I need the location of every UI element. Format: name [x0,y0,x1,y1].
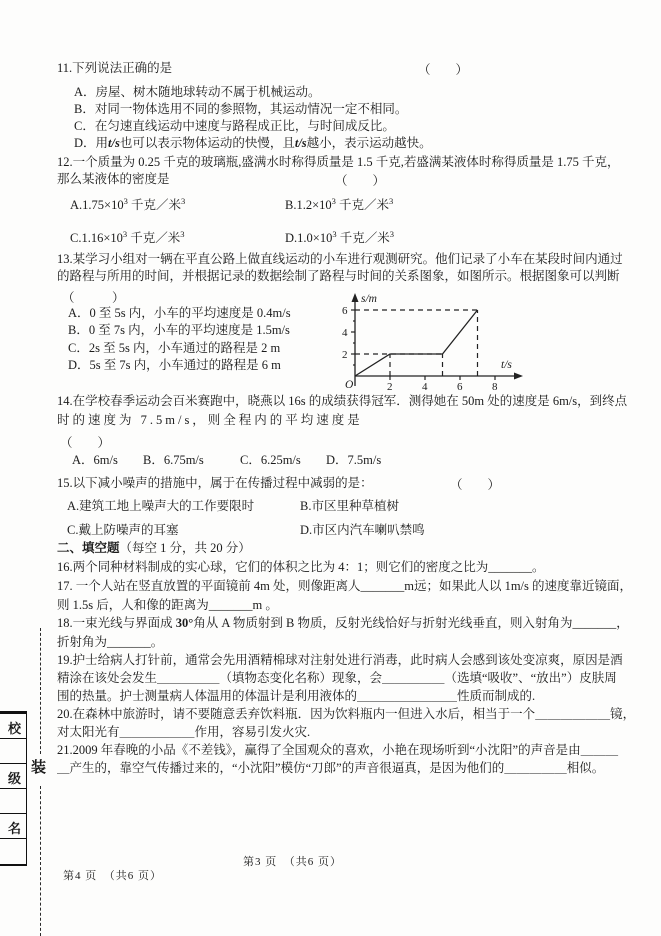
q11-option-b: B．对同一物体选用不同的参照物，其运动情况一定不相同。 [74,102,408,116]
q21-line2: ＿产生的，靠空气传播过来的，“小沈阳”模仿“刀郎”的声音很逼真，是因为他们的＿＿＿＿＿相似。 [57,761,605,775]
info-cell-blank [0,739,26,764]
q15-answer-bracket: （ ） [450,478,501,492]
section2-points: （每空 1 分，共 20 分） [119,541,251,555]
q19-line3: 围的热量。护士测量病人体温用的体温计是利用液体的＿＿＿＿＿＿＿＿性质而制成的. [57,689,536,703]
q13-distance-time-graph [333,290,525,396]
q17-line2: 则 1.5s 后，人和像的距离为_______m 。 [57,598,278,612]
q13-stem-line1: 13.某学习小组对一辆在平直公路上做直线运动的小车进行观测研究。他们记录了小车在某段时间内通过 [57,252,623,266]
q14-answer-bracket: （ ） [60,436,111,450]
origin-label: O [345,379,354,391]
q13-option-c: C．2s 至 5s 内，小车通过的路程是 2 m [68,341,281,355]
q13-answer-bracket: （ ） [62,291,125,305]
q12-stem-line1: 12.一个质量为 0.25 千克的玻璃瓶,盛满水时称得质量是 1.5 千克,若盛满某液体时称得质量是 1.75 千克， [57,155,620,169]
q11-option-d: D．用t/s也可以表示物体运动的快慢，且t/s越小，表示运动越快。 [74,136,432,150]
y-axis-arrow [352,293,359,302]
q14-option-c: C．6.25m/s [240,453,301,467]
q11-option-a: A．房屋、树木随地球转动不属于机械运动。 [74,85,321,99]
q12-option-c: $C.1.16\times 10^3$ 千克／米$^3$ [70,228,185,245]
student-info-table [0,711,27,866]
x-axis-arrow [514,373,523,380]
q15-stem: 15.以下减小噪声的措施中，属于在传播过程中减弱的是： [57,476,373,490]
q11-stem: 11.下列说法正确的是 [57,61,173,75]
q13-option-d: D．5s 至 7s 内，小车通过的路程是 6 m [68,358,281,372]
q13-graph-dashes [355,310,478,376]
q14-option-d: D．7.5m/s [326,453,382,467]
info-cell-name: 名 [0,814,26,839]
x-tick-6: 6 [457,381,463,393]
q12-answer-bracket: （ ） [335,174,386,188]
q19-line2: 精涂在该处会发生＿＿＿＿＿（填物态变化名称）现象，会＿＿＿＿＿（选填“吸收”、“放出”）皮肤周 [57,671,617,685]
y-tick-6: 6 [342,305,348,317]
q15-option-c: C.戴上防噪声的耳塞 [67,523,179,537]
page-footer-3: 第3 页 （共6 页） [243,856,342,868]
q11-option-c: C．在匀速直线运动中速度与路程成正比，与时间成反比。 [74,119,395,133]
q14-option-b: B．6.75m/s [143,453,204,467]
info-cell-class: 级 [0,764,26,789]
q18-line1: 18.一束光线与界面成 30°角从 A 物质射到 B 物质，反射光线恰好与折射光线垂直，则入射角为_______， [57,616,629,630]
q18-angle-value: 30° [175,616,194,630]
y-axis-label: s/m [361,293,377,305]
binding-line-bottom [40,786,41,936]
q15-option-a: A.建筑工地上噪声大的工作要限时 [67,499,255,513]
q13-option-a: A．0 至 5s 内，小车的平均速度是 0.4m/s [68,306,291,320]
x-tick-4: 4 [422,381,428,393]
q14-option-a: A．6m/s [72,453,118,467]
q20-line2: 对太阳光有＿＿＿＿＿＿作用，容易引发火灾. [57,725,311,739]
q13-option-b: B．0 至 7s 内，小车的平均速度是 1.5m/s [68,323,290,337]
info-cell-blank [0,789,26,814]
q19-line1: 19.护士给病人打针前，通常会先用酒精棉球对注射处进行消毒，此时病人会感到该处变凉爽，原因是酒 [57,653,623,667]
section2-title: 二、填空题 [57,541,120,555]
q15-option-b: B.市区里种草植树 [300,499,399,513]
info-cell-school: 校 [0,714,26,739]
y-tick-4: 4 [342,327,348,339]
q14-stem-line1: 14.在学校春季运动会百米赛跑中，晓燕以 16s 的成绩获得冠军．测得她在 50m 处的速度是 6m/s，到终点 [57,394,628,408]
binding-label: 装 [31,760,47,776]
q11-ts-symbol: t/s [108,136,120,150]
binding-line-top [40,628,41,754]
x-tick-8: 8 [492,381,498,393]
q12-option-d: $D.1.0\times 10^3$ 千克／米$^3$ [285,228,394,245]
x-tick-2: 2 [387,381,393,393]
y-tick-2: 2 [342,349,348,361]
q11-answer-bracket: （ ） [418,63,469,77]
section2-header [57,540,251,556]
q14-stem-line2: 时的速度为 7.5m/s，则全程内的平均速度是 [57,413,363,427]
q20-line1: 20.在森林中旅游时，请不要随意丢弃饮料瓶．因为饮料瓶内一但进入水后，相当于一个＿＿＿＿＿＿镜， [57,707,636,721]
q15-option-d: D.市区内汽车喇叭禁鸣 [300,523,425,537]
q12-option-a: $A.1.75\times 10^3$ 千克／米$^3$ [70,195,186,212]
q13-stem-line2: 的路程与所用的时间，并根据记录的数据绘制了路程与时间的关系图象，如图所示。根据图象可以判断 [57,269,620,283]
info-cell-blank [0,839,26,864]
q11-ts-symbol: t/s [294,136,307,150]
q12-stem-line2: 那么某液体的密度是 [57,172,170,186]
x-axis-label: t/s [501,359,512,371]
q21-line1: 21.2009 年春晚的小品《不差钱》，赢得了全国观众的喜欢，小艳在现场听到“小沈阳”的声音是由＿＿＿ [57,743,619,757]
q17-line1: 17. 一个人站在竖直放置的平面镜前 4m 处，则像距离人_______m远；如果此人以 1m/s 的速度靠近镜面， [57,579,633,593]
q18-line2: 折射角为_______。 [57,635,164,649]
q13-graph-line [355,310,478,376]
q16-line1: 16.两个同种材料制成的实心球，它们的体积之比为 4：1；则它们的密度之比为_______。 [57,560,545,574]
q12-option-b: $B.1.2\times 10^3$ 千克／米$^3$ [285,195,394,212]
page-footer-4: 第4 页 （共6 页） [63,870,162,882]
